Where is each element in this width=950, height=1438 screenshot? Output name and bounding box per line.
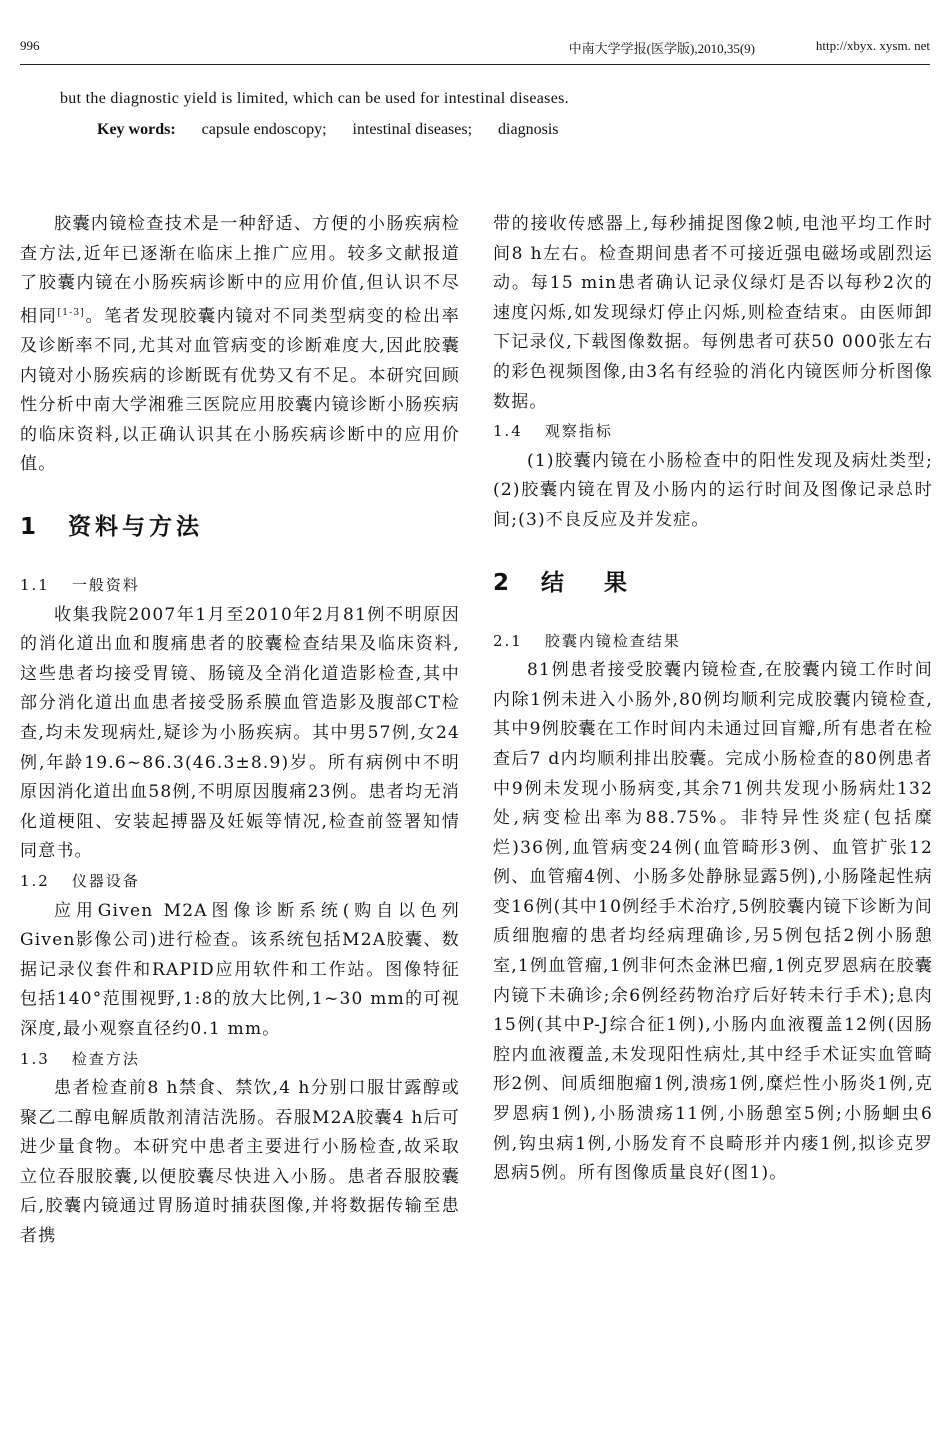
header-rule: [20, 64, 930, 65]
subsection-heading: 1.3 检查方法: [20, 1049, 140, 1068]
subsection-heading: 1.2 仪器设备: [20, 871, 140, 890]
body-paragraph: 带的接收传感器上,每秒捕捉图像2帧,电池平均工作时间8 h左右。检查期间患者不可接近强电磁场或剧烈运动。每15 min患者确认记录仪绿灯是否以每秒2次的速度闪烁,如发现绿灯停止闪烁,则检查结束。由医师卸下记录仪,下载图像数据。每例患者可获50 000张左右的彩色视频图像,由3名有经验的消化内镜医师分析图像数据。: [493, 214, 933, 412]
body-paragraph: (1)胶囊内镜在小肠检查中的阳性发现及病灶类型;(2)胶囊内镜在胃及小肠内的运行时间及图像记录总时间;(3)不良反应及并发症。: [493, 450, 933, 530]
body-paragraph: 患者检查前8 h禁食、禁饮,4 h分别口服甘露醇或聚乙二醇电解质散剂清洁洗肠。吞服M2A胶囊4 h后可进少量食物。本研究中患者主要进行小肠检查,故采取立位吞服胶囊,以便胶囊尽快进入小肠。患者吞服胶囊后,胶囊内镜通过胃肠道时捕获图像,并将数据传输至患者携: [20, 1078, 460, 1247]
keywords-line: [97, 121, 581, 139]
keywords-label: Key words:: [97, 121, 176, 138]
citation-ref: [1-3]: [57, 307, 86, 318]
abstract-tail: but the diagnostic yield is limited, which can be used for intestinal diseases.: [60, 90, 569, 107]
keyword: intestinal diseases;: [352, 121, 473, 138]
body-paragraph: 81例患者接受胶囊内镜检查,在胶囊内镜工作时间内除1例未进入小肠外,80例均顺利完成胶囊内镜检查,其中9例胶囊在工作时间内未通过回盲瓣,所有患者在检查后7 d内均顺利排出胶囊。完成小肠检查的80例患者中9例未发现小肠病变,其余71例共发现小肠病灶132处,病变检出率为88.75%。非特异性炎症(包括糜烂)36例,血管病变24例(血管畸形3例、血管扩张12例、血管瘤4例、小肠多处静脉显露5例),小肠隆起性病变16例(其中10例经手术治疗,5例胶囊内镜下诊断为间质细胞瘤的患者均经病理确诊,另5例包括2例小肠憩室,1例血管瘤,1例非何杰金淋巴瘤,1例克罗恩病在胶囊内镜下未确诊;余6例经药物治疗后好转未行手术);息肉15例(其中P-J综合征1例),小肠内血液覆盖12例(因肠腔内血液覆盖,未发现阳性病灶,其中经手术证实血管畸形2例、间质细胞瘤1例,溃疡1例,糜烂性小肠炎1例,克罗恩病1例),小肠溃疡11例,小肠憩室5例;小肠蛔虫6例,钩虫病1例,小肠发育不良畸形并内瘘1例,拟诊克罗恩病5例。所有图像质量良好(图1)。: [493, 660, 933, 1184]
subsection-heading: 1.1 一般资料: [20, 576, 140, 594]
journal-url: http://xbyx. xysm. net: [815, 38, 930, 53]
keyword: capsule endoscopy;: [201, 121, 327, 138]
left-column: [20, 210, 460, 1252]
intro-paragraph: 胶囊内镜检查技术是一种舒适、方便的小肠疾病检查方法,近年已逐渐在临床上推广应用。较多文献报道了胶囊内镜在小肠疾病诊断中的应用价值,但认识不尽相同[1-3]。笔者发现胶囊内镜对不同类型病变的检出率及诊断率不同,尤其对血管病变的诊断难度大,因此胶囊内镜对小肠疾病的诊断既有优势又有不足。本研究回顾性分析中南大学湘雅三医院应用胶囊内镜诊断小肠疾病的临床资料,以正确认识其在小肠疾病诊断中的应用价值。: [20, 214, 460, 475]
keyword: diagnosis: [498, 121, 559, 138]
section-heading: 1 资料与方法: [20, 514, 204, 540]
body-paragraph: 应用Given M2A图像诊断系统(购自以色列Given影像公司)进行检查。该系统包括M2A胶囊、数据记录仪套件和RAPID应用软件和工作站。图像特征包括140°范围视野,1:8的放大比例,1~30 mm的可视深度,最小观察直径约0.1 mm。: [20, 900, 460, 1039]
journal-citation: 中南大学学报(医学版),2010,35(9): [568, 41, 755, 56]
right-column: [493, 210, 933, 1189]
section-heading: 2 结果: [493, 569, 668, 596]
running-header: [20, 38, 930, 60]
subsection-heading: 1.4 观察指标: [493, 422, 613, 441]
subsection-heading: 2.1 胶囊内镜检查结果: [493, 631, 681, 650]
page-number: 996: [20, 38, 40, 53]
body-paragraph: 收集我院2007年1月至2010年2月81例不明原因的消化道出血和腹痛患者的胶囊检查结果及临床资料,这些患者均接受胃镜、肠镜及全消化道造影检查,其中部分消化道出血患者接受肠系膜血管造影及腹部CT检查,均未发现病灶,疑诊为小肠疾病。其中男57例,女24例,年龄19.6~86.3(46.3±8.9)岁。所有病例中不明原因消化道出血58例,不明原因腹痛23例。患者均无消化道梗阻、安装起搏器及妊娠等情况,检查前签署知情同意书。: [20, 604, 460, 862]
